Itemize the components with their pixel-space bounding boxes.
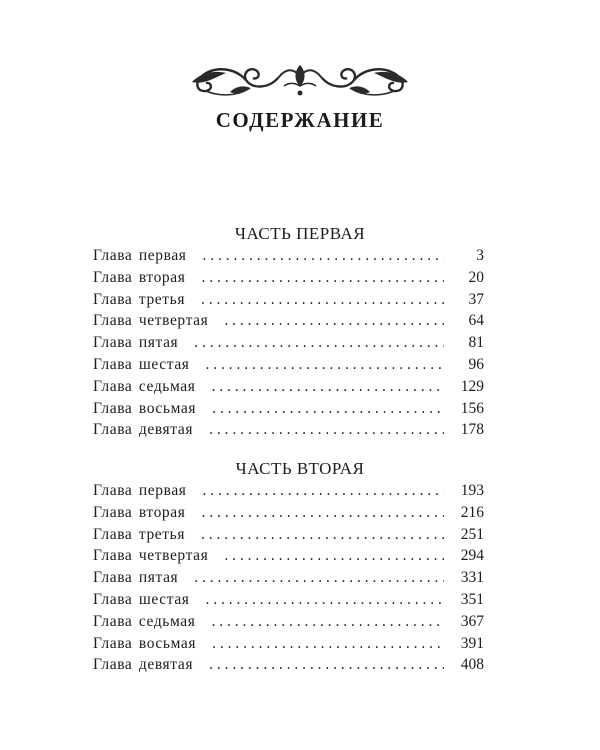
toc-entry-page-number: 178 [460, 421, 484, 439]
toc-entry-chapter-label: Глава седьмая [93, 377, 196, 395]
toc-entry-chapter-label: Глава пятая [93, 334, 179, 352]
toc-entry-dot-leader [194, 567, 444, 589]
toc-entry-chapter-label: Глава первая [93, 247, 187, 264]
toc-entry-chapter-label: Глава четвертая [93, 312, 209, 330]
toc-entry [93, 654, 484, 676]
toc-entry-chapter-label: Глава шестая [93, 355, 190, 373]
toc-entry [93, 567, 484, 589]
toc-entry-dot-leader [206, 589, 444, 611]
toc-entry-chapter-label: Глава первая [93, 482, 187, 499]
toc-entry [93, 289, 484, 311]
toc-entry [93, 332, 484, 354]
toc-entry-page-number: 37 [468, 290, 484, 308]
toc-entry-page-number: 251 [460, 525, 484, 543]
toc-entry-dot-leader [209, 654, 444, 676]
toc-entry-dot-leader [194, 332, 444, 354]
toc-entry [93, 480, 484, 502]
toc-entry-dot-leader [209, 419, 444, 441]
toc-entry-page-number: 294 [460, 547, 484, 565]
toc-entry-page-number: 156 [460, 399, 484, 417]
toc-entry-chapter-label: Глава пятая [93, 569, 179, 587]
toc-entry [93, 398, 484, 420]
toc-entry-chapter-label: Глава восьмая [93, 399, 197, 417]
toc-entry-page-number: 391 [460, 634, 484, 652]
toc-entry-dot-leader [212, 633, 444, 655]
toc-entry-chapter-label: Глава седьмая [93, 612, 196, 630]
toc-entry-page-number: 3 [476, 247, 484, 264]
toc-entry-chapter-label: Глава третья [93, 525, 186, 543]
toc-entry [93, 633, 484, 655]
toc-entry-chapter-label: Глава вторая [93, 503, 186, 521]
toc-entry-page-number: 96 [468, 355, 484, 373]
part-2-chapter-list [93, 480, 484, 676]
toc-entry-page-number: 193 [460, 482, 484, 499]
toc-entry-page-number: 351 [460, 590, 484, 608]
toc-entry-dot-leader [212, 611, 445, 633]
toc-entry [93, 267, 484, 289]
toc-entry-page-number: 20 [468, 268, 484, 286]
toc-entry-dot-leader [206, 354, 444, 376]
toc-entry-chapter-label: Глава четвертая [93, 547, 209, 565]
toc-entry-dot-leader [212, 376, 445, 398]
table-of-contents-title: СОДЕРЖАНИЕ [215, 108, 385, 132]
decorative-flourish-ornament [190, 56, 410, 104]
toc-entry-chapter-label: Глава шестая [93, 590, 190, 608]
part-1-heading: ЧАСТЬ ПЕРВАЯ [234, 224, 366, 243]
toc-entry-chapter-label: Глава третья [93, 290, 186, 308]
toc-entry-page-number: 81 [468, 334, 484, 352]
toc-entry [93, 524, 484, 546]
toc-entry [93, 545, 484, 567]
toc-entry-chapter-label: Глава девятая [93, 421, 194, 439]
toc-entry-page-number: 216 [460, 503, 484, 521]
toc-entry-dot-leader [202, 502, 445, 524]
toc-entry [93, 376, 484, 398]
toc-entry-page-number: 408 [460, 656, 484, 674]
toc-entry-dot-leader [201, 289, 444, 311]
toc-entry [93, 354, 484, 376]
toc-entry [93, 611, 484, 633]
toc-entry-dot-leader [202, 267, 445, 289]
toc-entry [93, 502, 484, 524]
toc-entry [93, 245, 484, 267]
toc-entry [93, 589, 484, 611]
toc-entry-page-number: 331 [460, 569, 484, 587]
toc-entry-dot-leader [224, 310, 444, 332]
toc-entry [93, 310, 484, 332]
toc-entry-page-number: 129 [460, 377, 484, 395]
toc-entry-dot-leader [201, 524, 444, 546]
toc-entry-chapter-label: Глава вторая [93, 268, 186, 286]
toc-entry-dot-leader [212, 398, 444, 420]
toc-entry [93, 419, 484, 441]
part-1-chapter-list [93, 245, 484, 441]
toc-entry-dot-leader [203, 480, 444, 502]
toc-entry-dot-leader [224, 545, 444, 567]
toc-entry-dot-leader [203, 245, 444, 267]
toc-entry-page-number: 64 [468, 312, 484, 330]
part-2-heading: ЧАСТЬ ВТОРАЯ [235, 459, 365, 478]
toc-entry-page-number: 367 [460, 612, 484, 630]
toc-entry-chapter-label: Глава восьмая [93, 634, 197, 652]
toc-entry-chapter-label: Глава девятая [93, 656, 194, 674]
